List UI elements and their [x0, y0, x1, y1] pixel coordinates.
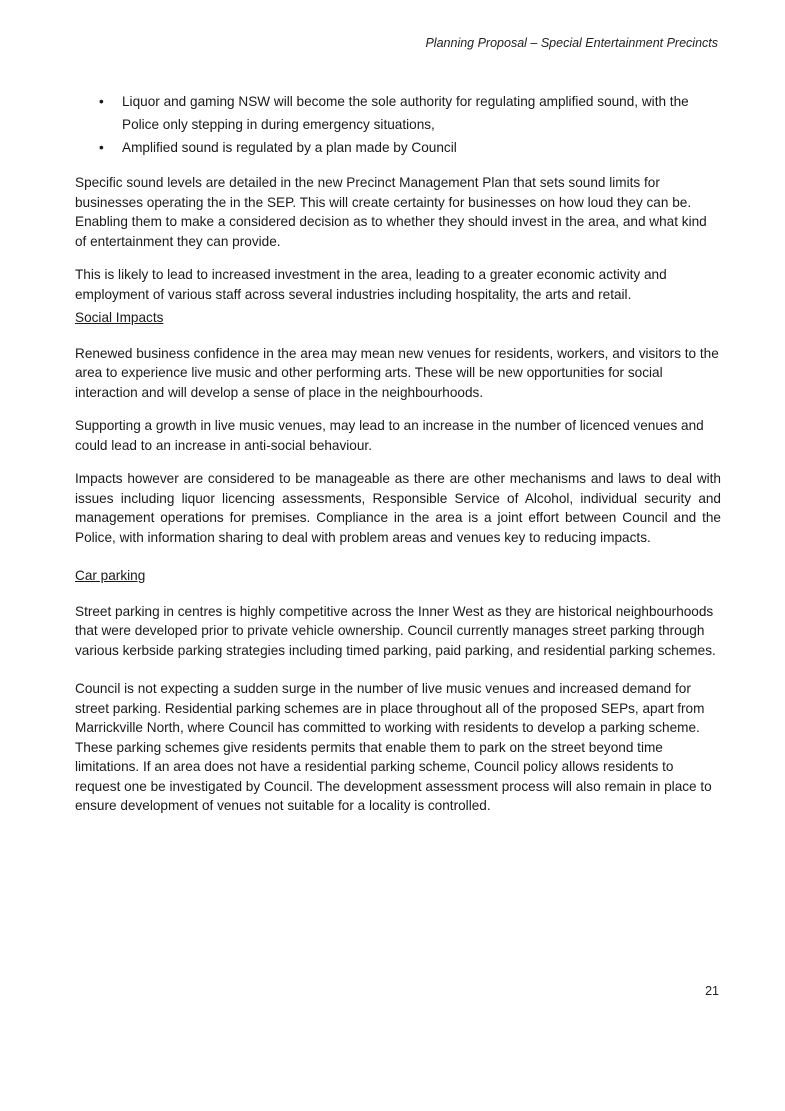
- social-impacts-heading: Social Impacts: [75, 310, 164, 325]
- sound-levels-paragraph: Specific sound levels are detailed in the new Precinct Management Plan that sets sound limits for businesses operating the in the SEP. This will create certainty for businesses on how loud they can be. Enabling them to make a considered decision as to whether they should invest in the area, and what kind of entertainment they can provide.: [75, 175, 707, 249]
- car-parking-paragraph: Council is not expecting a sudden surge in the number of live music venues and increased demand for street parking. Residential parking schemes are in place throughout all of the proposed SEPs, apart from Marrickville North, where Council has committed to working with residents to develop a parking scheme. These parking schemes give residents permits that enable them to park on the street beyond time limitations. If an area does not have a residential parking scheme, Council policy allows residents to request one be investigated by Council. The development assessment process will also remain in place to ensure development of venues not suitable for a locality is controlled.: [75, 681, 712, 813]
- investment-paragraph: This is likely to lead to increased investment in the area, leading to a greater economic activity and employment of various staff across several industries including hospitality, the arts and retail.: [75, 267, 667, 302]
- social-impacts-paragraph: Renewed business confidence in the area may mean new venues for residents, workers, and visitors to the area to experience live music and other performing arts. These will be new opportunities for social interaction and will develop a sense of place in the neighbourhoods.: [75, 345, 719, 400]
- bullet-list: [75, 90, 721, 159]
- bullet-item: • Liquor and gaming NSW will become the sole authority for regulating amplified sound, with the Police only stepping in during emergency situations,: [75, 90, 721, 136]
- running-header: Planning Proposal – Special Entertainment Precincts: [425, 36, 718, 50]
- car-parking-paragraph: Street parking in centres is highly competitive across the Inner West as they are historical neighbourhoods that were developed prior to private vehicle ownership. Council currently manages street parking through various kerbside parking strategies including timed parking, paid parking, and residential parking schemes.: [75, 603, 716, 658]
- social-impacts-paragraph: Supporting a growth in live music venues, may lead to an increase in the number of licenced venues and could lead to an increase in anti-social behaviour.: [75, 418, 704, 453]
- bullet-item: • Amplified sound is regulated by a plan made by Council: [75, 136, 721, 159]
- social-impacts-paragraph: Impacts however are considered to be manageable as there are other mechanisms and laws to deal with issues including liquor licencing assessments, Responsible Service of Alcohol, individual security and management operations for premises. Compliance in the area is a joint effort between Council and the Police, with information sharing to deal with problem areas and venues key to reducing impacts.: [75, 471, 721, 545]
- car-parking-heading: Car parking: [75, 568, 146, 583]
- page-content: [75, 90, 721, 830]
- page-number: 21: [705, 984, 719, 998]
